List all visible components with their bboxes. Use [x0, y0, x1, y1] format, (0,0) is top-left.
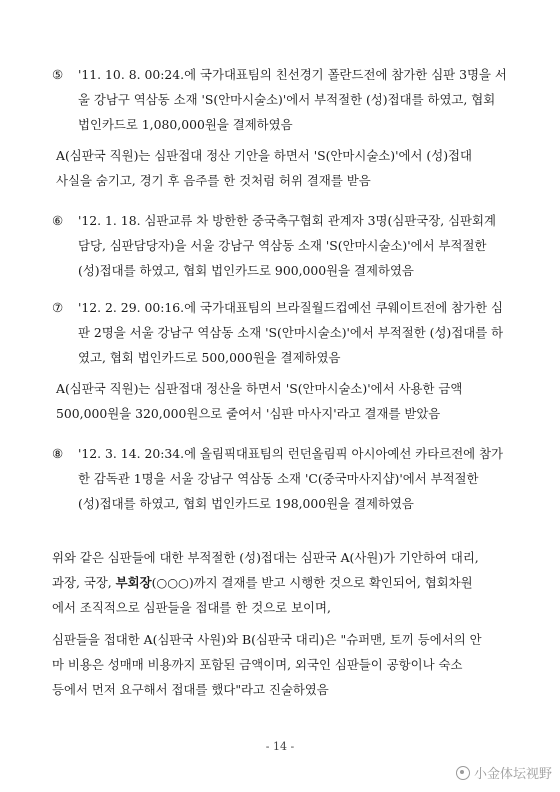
item-line: '12. 2. 29. 00:16.에 국가대표팀의 브라질월드컵예선 쿠웨이트전에 참가한 심: [78, 300, 504, 315]
summary-text: 과장, 국장,: [52, 575, 116, 590]
statement-line: 등에서 먼저 요구해서 접대를 했다"라고 진술하였음: [52, 682, 329, 697]
statement-line: 심판들을 접대한 A(심판국 사원)와 B(심판국 대리)은 "슈퍼맨, 토끼 등에서의 안: [52, 632, 482, 647]
item-number: ⑤: [52, 67, 64, 82]
item-line: '11. 10. 8. 00:24.에 국가대표팀의 친선경기 폴란드전에 참가한 심판 3명을 서: [78, 67, 507, 82]
note-line: 500,000원을 320,000원으로 줄여서 '심판 마사지'라고 결재를 받았음: [56, 406, 441, 421]
item-number: ⑥: [52, 213, 64, 228]
item-note: [56, 376, 516, 426]
item-line: '12. 1. 18. 심판교류 차 방한한 중국축구협회 관계자 3명(심판국장, 심판회계: [78, 213, 496, 228]
item-body: [78, 441, 520, 516]
item-number: ⑦: [52, 300, 64, 315]
statement-line: 마 비용은 성매매 비용까지 포함된 금액이며, 외국인 심판들이 공항이나 숙소: [52, 657, 463, 672]
note-line: A(심판국 직원)는 심판접대 정산 기안을 하면서 'S(안마시술소)'에서 (성)접대: [56, 148, 472, 163]
statement-paragraph: [52, 627, 522, 702]
watermark: [456, 763, 552, 782]
note-line: A(심판국 직원)는 심판접대 정산을 하면서 'S(안마시술소)'에서 사용한 금액: [56, 381, 463, 396]
item-line: (성)접대를 하였고, 협회 법인카드로 900,000원을 결제하였음: [78, 263, 414, 278]
item-note: [56, 143, 516, 193]
item-line: 법인카드로 1,080,000원을 결제하였음: [78, 117, 293, 132]
item-line: 울 강남구 역삼동 소재 'S(안마시술소)'에서 부적절한 (성)접대를 하였고, 협회: [78, 92, 496, 107]
item-number: ⑧: [52, 446, 64, 461]
item-line: 판 2명을 서울 강남구 역삼동 소재 'S(안마시술소)'에서 부적절한 (성)접대를 하: [78, 325, 504, 340]
note-line: 사실을 숨기고, 경기 후 음주를 한 것처럼 허위 결재를 받음: [56, 173, 371, 188]
item-line: (성)접대를 하였고, 협회 법인카드로 198,000원을 결제하였음: [78, 496, 414, 511]
summary-line: [52, 570, 522, 595]
item-body: [78, 208, 520, 283]
summary-line: 에서 조직적으로 심판들을 접대를 한 것으로 보이며,: [52, 600, 331, 615]
item-line: 한 감독관 1명을 서울 강남구 역삼동 소재 'C(중국마사지샵)'에서 부적절한: [78, 471, 479, 486]
summary-text: (○○○)까지 결재를 받고 시행한 것으로 확인되어, 협회차원: [151, 575, 473, 590]
summary-bold-text: 부회장: [115, 575, 152, 590]
item-line: '12. 3. 14. 20:34.에 올림픽대표팀의 런던올림픽 아시아예선 카타르전에 참가: [78, 446, 504, 461]
item-line: 담당, 심판담당자)을 서울 강남구 역삼동 소재 'S(안마시술소)'에서 부적절한: [78, 238, 487, 253]
item-body: [78, 295, 520, 370]
item-line: 였고, 협회 법인카드로 500,000원을 결제하였음: [78, 350, 341, 365]
summary-paragraph: [52, 545, 522, 620]
item-body: [78, 62, 520, 137]
page-number: - 14 -: [265, 740, 295, 753]
camera-lens-icon: [456, 766, 470, 780]
summary-line: 위와 같은 심판들에 대한 부적절한 (성)접대는 심판국 A(사원)가 기안하여 대리,: [52, 550, 479, 565]
watermark-text: 小金体坛视野: [473, 767, 552, 782]
